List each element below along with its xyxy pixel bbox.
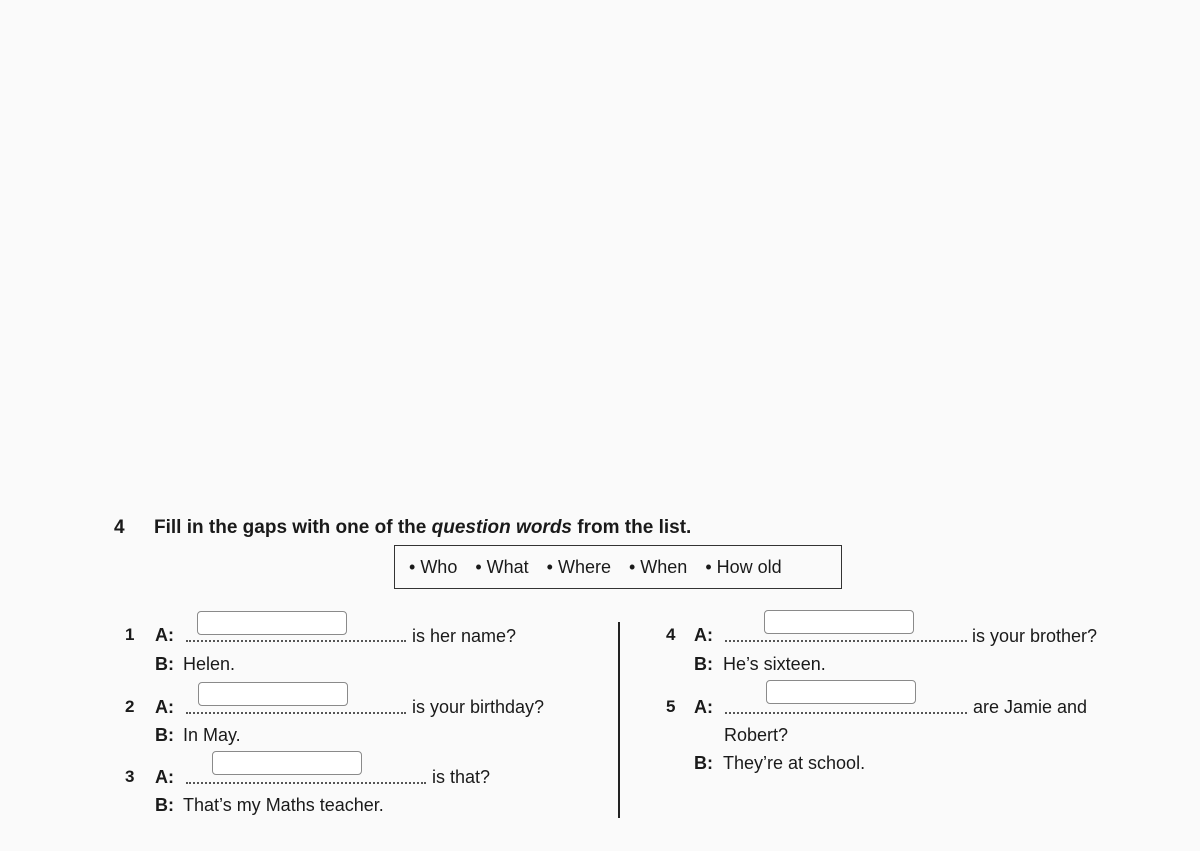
answer-text: In May.	[183, 725, 241, 745]
answer-input-5[interactable]	[766, 680, 916, 704]
word-how-old: How old	[716, 556, 782, 577]
answer-input-4[interactable]	[764, 610, 914, 634]
speaker-b-label: B:	[155, 725, 174, 745]
word-who: Who	[420, 556, 458, 577]
speaker-b-label: B:	[694, 753, 713, 773]
question-text: is your brother?	[972, 626, 1098, 646]
item-number: 1	[125, 625, 135, 644]
answer-text: Helen.	[183, 654, 236, 674]
answer-dotted-line	[725, 640, 967, 642]
question-text: is her name?	[412, 626, 517, 646]
instruction-text-end: from the list.	[572, 517, 692, 538]
answer-dotted-line	[186, 782, 426, 784]
speaker-a-label: A:	[694, 697, 713, 717]
word-list-item	[705, 557, 781, 578]
question-text: are Jamie and	[973, 697, 1088, 717]
question-text: is your birthday?	[412, 697, 545, 717]
word-list-item	[629, 557, 687, 578]
column-divider	[618, 622, 620, 818]
word-list-item	[475, 557, 528, 578]
answer-dotted-line	[725, 712, 967, 714]
answer-dotted-line	[186, 640, 406, 642]
item-number: 3	[125, 767, 135, 786]
word-where: Where	[557, 556, 611, 577]
bullet-icon: •	[546, 556, 553, 577]
word-list-item	[547, 557, 611, 578]
bullet-icon: •	[409, 556, 416, 577]
exercise-number: 4	[114, 517, 125, 538]
speaker-a-label: A:	[155, 625, 174, 645]
exercise-instruction	[154, 517, 691, 539]
question-text: is that?	[432, 767, 491, 787]
speaker-a-label: A:	[155, 697, 174, 717]
word-when: When	[640, 556, 688, 577]
speaker-a-label: A:	[694, 625, 713, 645]
speaker-b-label: B:	[694, 654, 713, 674]
word-what: What	[486, 556, 529, 577]
answer-input-2[interactable]	[198, 682, 348, 706]
answer-text: He’s sixteen.	[723, 654, 826, 674]
item-number: 2	[125, 697, 135, 716]
instruction-emphasis: question words	[431, 517, 573, 538]
answer-text: They’re at school.	[723, 753, 866, 773]
bullet-icon: •	[705, 556, 712, 577]
word-list-box	[394, 545, 842, 589]
speaker-b-label: B:	[155, 654, 174, 674]
bullet-icon: •	[628, 556, 636, 577]
item-number: 5	[666, 697, 676, 716]
answer-input-3[interactable]	[212, 751, 362, 775]
item-number: 4	[666, 625, 676, 644]
bullet-icon: •	[475, 556, 482, 577]
answer-text: That’s my Maths teacher.	[183, 795, 384, 815]
speaker-b-label: B:	[155, 795, 174, 815]
answer-input-1[interactable]	[197, 611, 347, 635]
answer-dotted-line	[186, 712, 406, 714]
question-text-continued: Robert?	[724, 725, 789, 745]
word-list-item	[409, 557, 457, 578]
instruction-text-start: Fill in the gaps with one of the	[154, 517, 432, 538]
speaker-a-label: A:	[155, 767, 174, 787]
